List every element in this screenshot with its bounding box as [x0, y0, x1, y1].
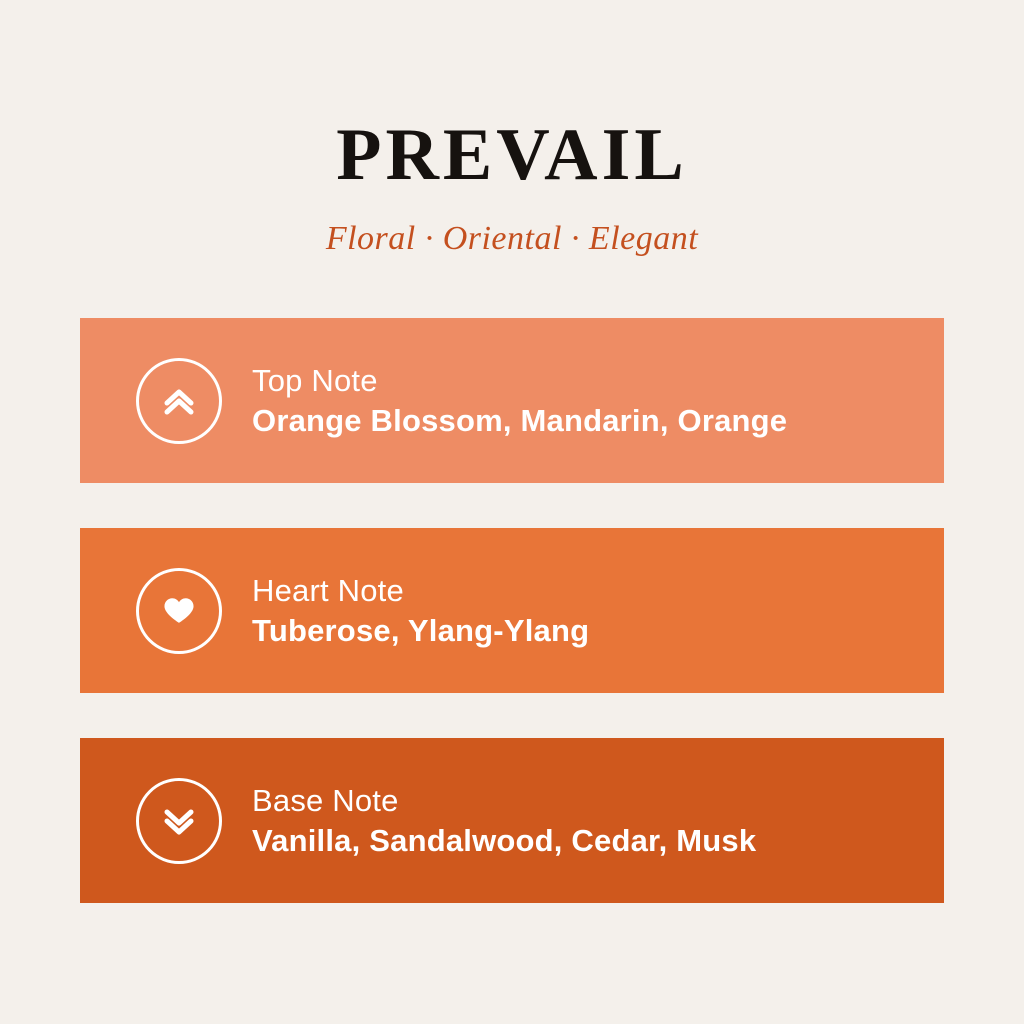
note-text — [252, 781, 756, 860]
note-text — [252, 571, 589, 650]
note-text — [252, 361, 787, 440]
double-chevron-up-icon — [136, 358, 222, 444]
page-subtitle: Floral · Oriental · Elegant — [325, 220, 699, 257]
note-label: Heart Note — [252, 572, 404, 608]
note-label: Top Note — [252, 362, 378, 398]
note-value: Vanilla, Sandalwood, Cedar, Musk — [252, 822, 757, 858]
note-label: Base Note — [252, 782, 399, 818]
note-value: Orange Blossom, Mandarin, Orange — [252, 402, 788, 438]
double-chevron-down-icon — [136, 778, 222, 864]
note-row-base — [80, 738, 944, 903]
notes-list — [0, 318, 1024, 903]
note-row-heart — [80, 528, 944, 693]
note-row-top — [80, 318, 944, 483]
card-header — [0, 0, 1024, 258]
heart-icon — [136, 568, 222, 654]
page-title: PREVAIL — [336, 114, 688, 196]
note-value: Tuberose, Ylang-Ylang — [252, 612, 590, 648]
